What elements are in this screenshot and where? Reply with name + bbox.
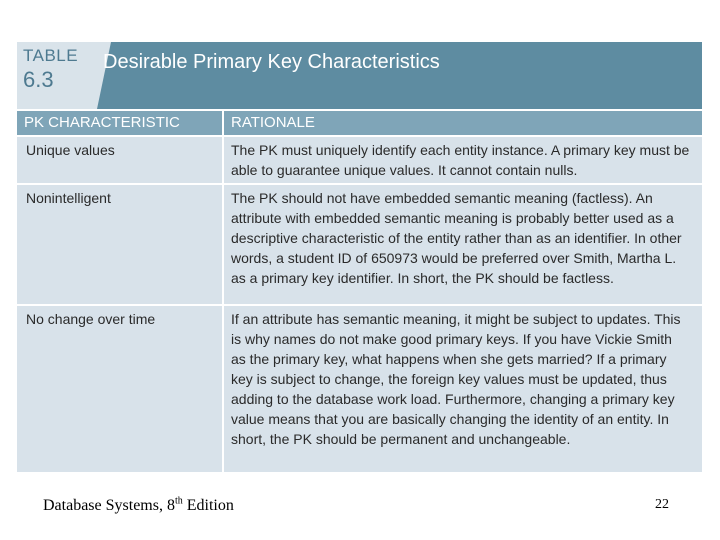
table-banner [17,42,702,109]
table-grid [17,111,702,472]
table-title: Desirable Primary Key Characteristics [103,51,440,73]
header-characteristic: PK CHARACTERISTIC [17,111,222,135]
table-tab-number: 6.3 [23,67,54,92]
rationale-cell: The PK must uniquely identify each entity instance. A primary key must be able to guarantee unique values. It cannot contain nulls. [224,137,702,183]
header-rationale: RATIONALE [224,111,702,135]
characteristic-cell: Unique values [17,137,222,183]
page-number: 22 [655,497,669,512]
rationale-cell: If an attribute has semantic meaning, it might be subject to updates. This is why names do not make good primary keys. If you have Vickie Smith as the primary key, what happens when she gets married? If a primary key is subject to change, the foreign key values must be updated, thus adding to the database work load. Furthermore, changing a primary key value means that you are basically changing the identity of an entity. In short, the PK should be permanent and unchangeable. [224,306,702,472]
footer-text-before: Database Systems, 8 [43,497,175,514]
table-number-tab [17,42,97,109]
footer-book-title [43,497,234,515]
footer-superscript: th [174,495,183,507]
footer-text-after: Edition [182,497,234,514]
characteristic-cell: No change over time [17,306,222,472]
rationale-cell: The PK should not have embedded semantic meaning (factless). An attribute with embedded semantic meaning is probably better used as a descriptive characteristic of the entity rather than as an identifier. In other words, a student ID of 650973 would be preferred over Smith, Martha L. as a primary key identifier. In short, the PK should be factless. [224,185,702,304]
table-tab-label: TABLE [23,46,79,65]
characteristic-cell: Nonintelligent [17,185,222,304]
primary-key-table [17,42,702,480]
